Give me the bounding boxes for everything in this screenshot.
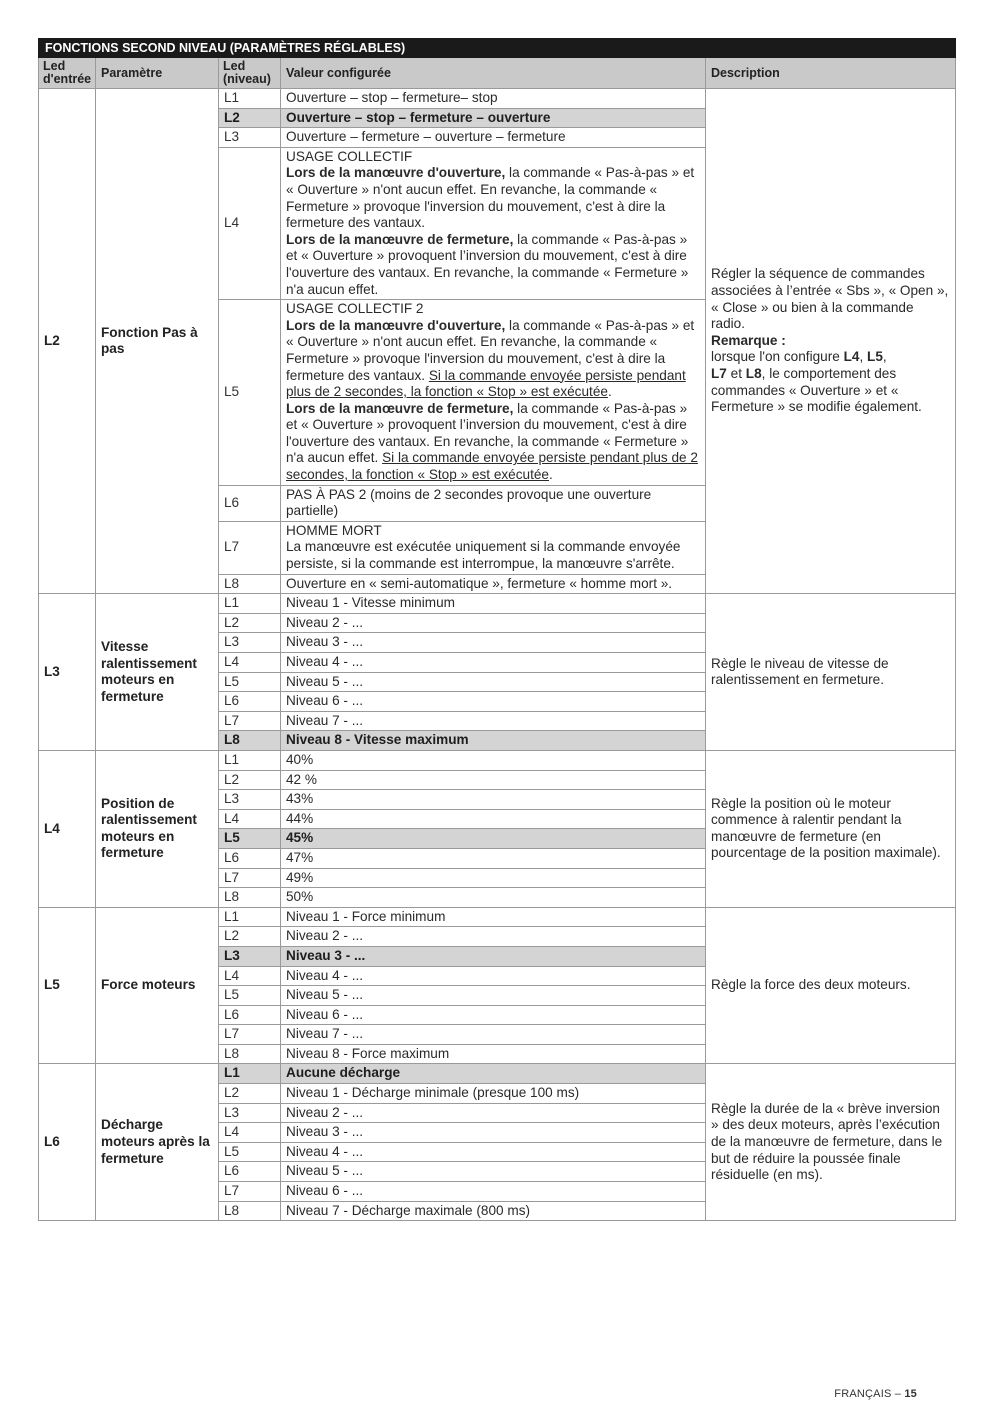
level-led-cell: L3: [219, 633, 281, 653]
text-segment: Ouverture – fermeture – ouverture – fermeture: [286, 129, 566, 145]
text-segment: 45%: [286, 830, 314, 846]
description-cell: [706, 907, 956, 1064]
level-led-cell: L6: [219, 1162, 281, 1182]
text-segment: Niveau 7 - ...: [286, 712, 364, 728]
text-segment: Niveau 1 - Vitesse minimum: [286, 595, 455, 611]
table-row: [39, 1064, 956, 1084]
configured-value-cell: [281, 770, 706, 790]
header-entry-led-line2: d'entrée: [43, 72, 92, 86]
configured-value-cell: [281, 1064, 706, 1084]
text-segment: Niveau 4 - ...: [286, 967, 364, 983]
bold-text: Lors de la manœuvre de fermeture,: [286, 231, 514, 247]
text-segment: USAGE COLLECTIF 2: [286, 301, 424, 317]
configured-value-cell: [281, 1142, 706, 1162]
level-led-cell: L3: [219, 128, 281, 148]
header-entry-led-line1: Led: [43, 59, 66, 73]
level-led-cell: L3: [219, 1103, 281, 1123]
level-led-cell: L5: [219, 829, 281, 849]
bold-text: L5: [867, 349, 883, 365]
level-led-cell: L1: [219, 907, 281, 927]
table-row: [39, 594, 956, 614]
level-led-cell: L5: [219, 672, 281, 692]
configured-value-cell: [281, 89, 706, 109]
configured-value-cell: [281, 731, 706, 751]
text-segment: ,: [859, 349, 868, 365]
configured-value-cell: [281, 128, 706, 148]
level-led-cell: L1: [219, 1064, 281, 1084]
level-led-cell: L8: [219, 1044, 281, 1064]
header-description: Description: [706, 58, 956, 89]
text-segment: Niveau 7 - ...: [286, 1026, 364, 1042]
text-segment: .: [549, 467, 553, 483]
configured-value-cell: [281, 750, 706, 770]
text-segment: Niveau 8 - Vitesse maximum: [286, 732, 469, 748]
text-segment: la commande « Pas-à-pas » et « Ouverture » n'ont aucun effet. En revanche, la commande « Fermeture » provoque l'inversion du mouvement, c'est à dire la fermeture des vantaux.: [286, 317, 695, 383]
level-led-cell: L2: [219, 927, 281, 947]
text-segment: PAS À PAS 2 (moins de 2 secondes provoque une ouverture partielle): [286, 486, 652, 519]
level-led-cell: L6: [219, 1005, 281, 1025]
text-segment: 43%: [286, 791, 314, 807]
text-segment: Niveau 1 - Force minimum: [286, 908, 446, 924]
parameter-cell: Fonction Pas à pas: [96, 89, 219, 594]
parameter-cell: Décharge moteurs après la fermeture: [96, 1064, 219, 1221]
level-led-cell: L1: [219, 750, 281, 770]
level-led-cell: L6: [219, 485, 281, 521]
configured-value-cell: [281, 868, 706, 888]
parameters-table: [38, 38, 956, 1221]
parameter-cell: Vitesse ralentissement moteurs en fermeture: [96, 594, 219, 751]
text-segment: Niveau 3 - ...: [286, 947, 366, 963]
text-segment: 40%: [286, 751, 314, 767]
header-level-led-line2: (niveau): [223, 72, 271, 86]
text-segment: USAGE COLLECTIF: [286, 148, 413, 164]
text-segment: Niveau 2 - ...: [286, 1104, 364, 1120]
text-segment: Niveau 6 - ...: [286, 1006, 364, 1022]
text-segment: Niveau 5 - ...: [286, 1163, 364, 1179]
configured-value-cell: [281, 1005, 706, 1025]
configured-value-cell: [281, 1162, 706, 1182]
configured-value-cell: [281, 108, 706, 128]
footer-language: FRANÇAIS –: [834, 1388, 905, 1400]
configured-value-cell: [281, 1123, 706, 1143]
text-segment: Régler la séquence de commandes associées à l’entrée « Sbs », « Open », « Close » ou bien à la commande radio.: [711, 266, 949, 332]
level-led-cell: L4: [219, 966, 281, 986]
page-footer: [834, 1388, 917, 1400]
text-segment: la commande « Pas-à-pas » et « Ouverture » provoquent l’inversion du mouvement, c'est à dire l'ouverture des vantaux. En revanche, la commande « Fermeture » n'a aucun effet.: [286, 231, 689, 297]
configured-value-cell: [281, 1084, 706, 1104]
text-segment: Règle la force des deux moteurs.: [711, 977, 911, 993]
text-segment: Niveau 5 - ...: [286, 673, 364, 689]
table-title: FONCTIONS SECOND NIVEAU (PARAMÈTRES RÉGLABLES): [39, 39, 956, 58]
configured-value-cell: [281, 300, 706, 486]
text-segment: Aucune décharge: [286, 1065, 401, 1081]
configured-value-cell: [281, 672, 706, 692]
configured-value-cell: [281, 927, 706, 947]
text-segment: Niveau 4 - ...: [286, 1143, 364, 1159]
configured-value-cell: [281, 1182, 706, 1202]
text-segment: lorsque l'on configure: [711, 349, 844, 365]
text-segment: Règle la durée de la « brève inversion » des deux moteurs, après l’exécution de la manœuvre de fermeture, dans le but de réduire la poussée finale résiduelle (en ms).: [711, 1100, 943, 1183]
text-segment: Niveau 5 - ...: [286, 987, 364, 1003]
configured-value-cell: [281, 1044, 706, 1064]
table-body: [39, 89, 956, 1221]
description-cell: [706, 1064, 956, 1221]
header-entry-led: [39, 58, 96, 89]
table-row: [39, 750, 956, 770]
level-led-cell: L6: [219, 692, 281, 712]
level-led-cell: L4: [219, 809, 281, 829]
configured-value-cell: [281, 711, 706, 731]
text-segment: 44%: [286, 810, 314, 826]
configured-value-cell: [281, 966, 706, 986]
page-number: 15: [904, 1388, 917, 1400]
level-led-cell: L8: [219, 574, 281, 594]
configured-value-cell: [281, 613, 706, 633]
text-segment: et: [726, 366, 746, 381]
entry-led-cell: L4: [39, 750, 96, 907]
configured-value-cell: [281, 790, 706, 810]
configured-value-cell: [281, 147, 706, 299]
text-segment: Niveau 4 - ...: [286, 654, 364, 669]
level-led-cell: L1: [219, 594, 281, 614]
text-segment: Niveau 1 - Décharge minimale (presque 100 ms): [286, 1085, 580, 1101]
level-led-cell: L4: [219, 147, 281, 299]
bold-text: L7: [711, 366, 727, 381]
level-led-cell: L5: [219, 1142, 281, 1162]
description-cell: [706, 750, 956, 907]
configured-value-cell: [281, 1025, 706, 1045]
text-segment: ,: [882, 349, 887, 365]
configured-value-cell: [281, 633, 706, 653]
level-led-cell: L8: [219, 888, 281, 908]
text-segment: 47%: [286, 849, 314, 865]
text-segment: .: [607, 384, 612, 400]
text-segment: , le comportement des commandes « Ouverture » et « Fermeture » se modifie également.: [711, 366, 922, 415]
level-led-cell: L8: [219, 1201, 281, 1221]
text-segment: Ouverture – stop – fermeture – ouverture: [286, 109, 551, 125]
configured-value-cell: [281, 946, 706, 966]
configured-value-cell: [281, 594, 706, 614]
configured-value-cell: [281, 809, 706, 829]
header-configured-value: Valeur configurée: [281, 58, 706, 89]
description-cell: [706, 594, 956, 751]
configured-value-cell: [281, 907, 706, 927]
text-segment: Règle la position où le moteur commence à ralentir pendant la manœuvre de fermeture (en pourcentage de la position maximale).: [711, 795, 941, 861]
level-led-cell: L2: [219, 613, 281, 633]
text-segment: Niveau 2 - ...: [286, 928, 364, 944]
bold-text: Lors de la manœuvre d'ouverture,: [286, 165, 506, 181]
level-led-cell: L5: [219, 300, 281, 486]
text-segment: 50%: [286, 889, 314, 905]
level-led-cell: L5: [219, 986, 281, 1006]
text-segment: Ouverture en « semi-automatique », fermeture « homme mort ».: [286, 575, 673, 591]
bold-text: Remarque :: [711, 332, 786, 348]
level-led-cell: L7: [219, 868, 281, 888]
document-page: [38, 38, 955, 1400]
configured-value-cell: [281, 653, 706, 673]
level-led-cell: L6: [219, 848, 281, 868]
text-segment: Niveau 2 - ...: [286, 614, 364, 630]
underlined-text: Si la commande envoyée persiste pendant plus de 2 secondes, la fonction « Stop » est exécutée: [286, 367, 686, 400]
configured-value-cell: [281, 848, 706, 868]
entry-led-cell: L3: [39, 594, 96, 751]
text-segment: Niveau 8 - Force maximum: [286, 1045, 450, 1061]
bold-text: L4: [843, 349, 860, 365]
bold-text: Lors de la manœuvre d'ouverture,: [286, 317, 506, 333]
entry-led-cell: L2: [39, 89, 96, 594]
configured-value-cell: [281, 829, 706, 849]
level-led-cell: L8: [219, 731, 281, 751]
level-led-cell: L3: [219, 790, 281, 810]
level-led-cell: L7: [219, 711, 281, 731]
configured-value-cell: [281, 888, 706, 908]
text-segment: Niveau 6 - ...: [286, 1183, 364, 1199]
configured-value-cell: [281, 1103, 706, 1123]
configured-value-cell: [281, 485, 706, 521]
header-level-led-line1: Led: [223, 59, 246, 73]
text-segment: Niveau 7 - Décharge maximale (800 ms): [286, 1202, 531, 1218]
text-segment: 49%: [286, 869, 314, 885]
underlined-text: Si la commande envoyée persiste pendant plus de 2 secondes, la fonction « Stop » est exécutée: [286, 450, 698, 483]
text-segment: la commande « Pas-à-pas » et « Ouverture » n'ont aucun effet. En revanche, la commande « Fermeture » provoque l'inversion du mouvement, c'est à dire la fermeture des vantaux.: [286, 165, 695, 231]
text-segment: Ouverture – stop – fermeture– stop: [286, 90, 498, 105]
header-parameter: Paramètre: [96, 58, 219, 89]
level-led-cell: L2: [219, 1084, 281, 1104]
description-cell: [706, 89, 956, 594]
text-segment: Règle le niveau de vitesse de ralentissement en fermeture.: [711, 655, 889, 688]
text-segment: Niveau 3 - ...: [286, 1124, 364, 1140]
bold-text: L8: [745, 366, 762, 381]
parameter-cell: Position de ralentissement moteurs en fermeture: [96, 750, 219, 907]
level-led-cell: L4: [219, 1123, 281, 1143]
text-segment: HOMME MORT: [286, 522, 382, 538]
table-header-row: [39, 58, 956, 89]
level-led-cell: L3: [219, 946, 281, 966]
level-led-cell: L7: [219, 1182, 281, 1202]
text-segment: 42 %: [286, 771, 317, 787]
entry-led-cell: L6: [39, 1064, 96, 1221]
entry-led-cell: L5: [39, 907, 96, 1064]
configured-value-cell: [281, 521, 706, 574]
configured-value-cell: [281, 1201, 706, 1221]
text-segment: Niveau 6 - ...: [286, 693, 364, 709]
bold-text: Lors de la manœuvre de fermeture,: [286, 400, 514, 416]
configured-value-cell: [281, 574, 706, 594]
table-row: [39, 907, 956, 927]
text-segment: la commande « Pas-à-pas » et « Ouverture » provoquent l’inversion du mouvement, c'est à dire l'ouverture des vantaux. En revanche, la commande « Fermeture » n'a aucun effet.: [286, 400, 689, 466]
level-led-cell: L2: [219, 770, 281, 790]
level-led-cell: L7: [219, 1025, 281, 1045]
level-led-cell: L7: [219, 521, 281, 574]
level-led-cell: L1: [219, 89, 281, 109]
text-segment: Niveau 3 - ...: [286, 634, 364, 650]
table-row: [39, 89, 956, 109]
level-led-cell: L2: [219, 108, 281, 128]
configured-value-cell: [281, 692, 706, 712]
text-segment: La manœuvre est exécutée uniquement si la commande envoyée persiste, si la commande est interrompue, la manœuvre s'arrête.: [286, 539, 681, 572]
configured-value-cell: [281, 986, 706, 1006]
header-level-led: [219, 58, 281, 89]
parameter-cell: Force moteurs: [96, 907, 219, 1064]
level-led-cell: L4: [219, 653, 281, 673]
